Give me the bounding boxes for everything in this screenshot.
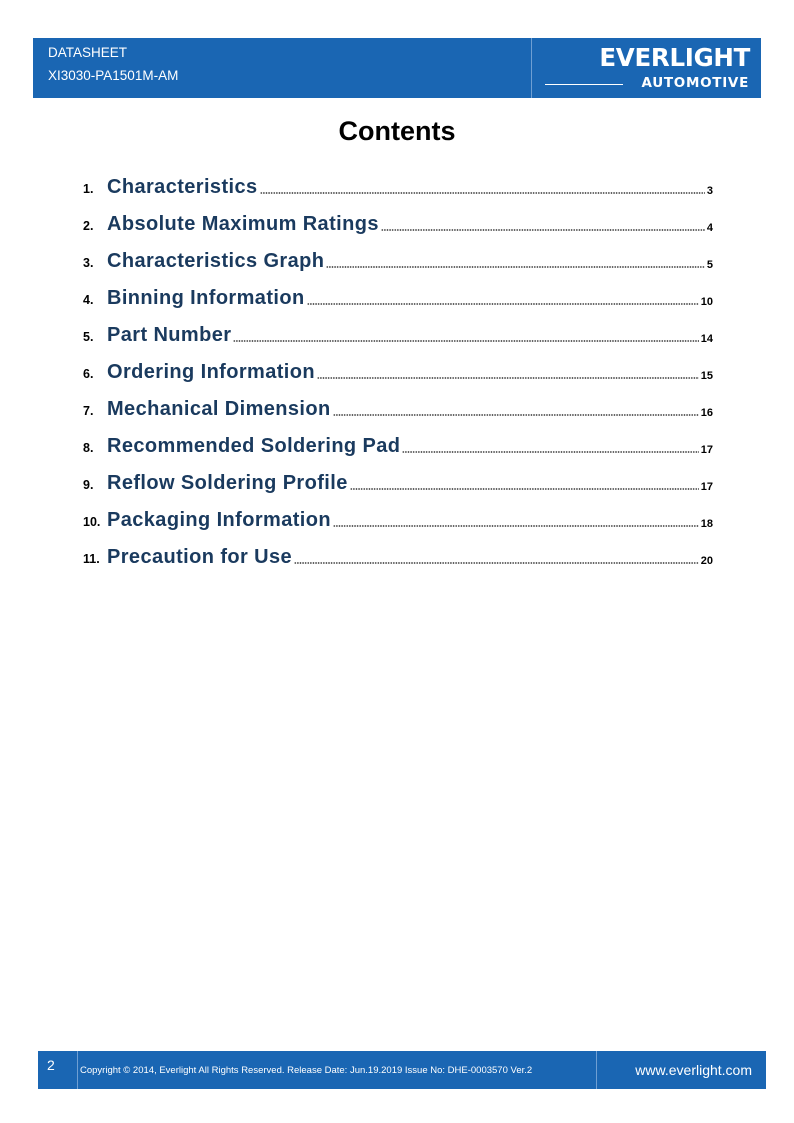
everlight-logo: EVERLIGHT: [599, 43, 750, 72]
toc-entry-number: 1.: [83, 182, 94, 196]
toc-dot-leader: [333, 414, 699, 416]
toc-dot-leader: [260, 192, 705, 194]
toc-entry-label[interactable]: Recommended Soldering Pad: [107, 435, 401, 457]
toc-entry-page[interactable]: 4: [706, 222, 713, 234]
toc-entry[interactable]: [83, 421, 713, 458]
toc-dot-leader: [233, 340, 698, 342]
toc-entry-number: 7.: [83, 404, 94, 418]
toc-entry[interactable]: [83, 384, 713, 421]
toc-entry[interactable]: [83, 162, 713, 199]
toc-entry-label[interactable]: Reflow Soldering Profile: [107, 472, 348, 494]
header-band: [33, 38, 761, 98]
toc-entry-label[interactable]: Ordering Information: [107, 361, 315, 383]
toc-entry-label[interactable]: Precaution for Use: [107, 546, 293, 568]
toc-entry[interactable]: [83, 347, 713, 384]
toc-entry[interactable]: [83, 310, 713, 347]
toc-entry-page[interactable]: 5: [706, 259, 713, 271]
toc-entry-page[interactable]: 14: [700, 333, 713, 345]
toc-dot-leader: [294, 562, 699, 564]
toc-entry-number: 9.: [83, 478, 94, 492]
toc-entry-page[interactable]: 18: [700, 518, 713, 530]
toc-entry[interactable]: [83, 458, 713, 495]
toc-entry-page[interactable]: 17: [700, 481, 713, 493]
toc-entry-number: 8.: [83, 441, 94, 455]
toc-dot-leader: [350, 488, 699, 490]
page-number: 2: [47, 1057, 55, 1073]
toc-dot-leader: [381, 229, 705, 231]
toc-entry-number: 10.: [83, 515, 101, 529]
toc-entry-label[interactable]: Mechanical Dimension: [107, 398, 331, 420]
toc-entry-label[interactable]: Binning Information: [107, 287, 305, 309]
part-number: XI3030-PA1501M-AM: [48, 68, 179, 83]
toc-dot-leader: [317, 377, 699, 379]
toc-entry-number: 11.: [83, 552, 100, 566]
copyright-notice: Copyright © 2014, Everlight All Rights Reserved. Release Date: Jun.19.2019 Issue No: DHE-0003570 Ver.2: [80, 1065, 533, 1076]
toc-entry[interactable]: [83, 273, 713, 310]
toc-entry-label[interactable]: Absolute Maximum Ratings: [107, 213, 379, 235]
page-title: Contents: [338, 116, 456, 146]
footer-divider: [77, 1051, 78, 1089]
table-of-contents: [83, 162, 713, 569]
toc-entry[interactable]: [83, 495, 713, 532]
automotive-logo-subtitle: AUTOMOTIVE: [641, 75, 749, 91]
toc-dot-leader: [326, 266, 705, 268]
toc-entry-page[interactable]: 3: [706, 185, 713, 197]
toc-dot-leader: [307, 303, 699, 305]
toc-entry[interactable]: [83, 199, 713, 236]
toc-entry-page[interactable]: 16: [700, 407, 713, 419]
document-type: DATASHEET: [48, 45, 128, 60]
toc-entry[interactable]: [83, 236, 713, 273]
footer-divider: [596, 1051, 597, 1089]
toc-entry-page[interactable]: 15: [700, 370, 713, 382]
toc-entry-number: 6.: [83, 367, 94, 381]
toc-entry-page[interactable]: 20: [700, 555, 713, 567]
website-link[interactable]: www.everlight.com: [635, 1062, 752, 1078]
toc-dot-leader: [402, 451, 698, 453]
toc-entry[interactable]: [83, 532, 713, 569]
toc-dot-leader: [333, 525, 699, 527]
toc-entry-number: 2.: [83, 219, 94, 233]
toc-entry-label[interactable]: Packaging Information: [107, 509, 331, 531]
logo-rule: [545, 84, 623, 85]
header-divider: [531, 38, 532, 98]
toc-entry-number: 5.: [83, 330, 94, 344]
footer-band: [38, 1051, 766, 1089]
toc-entry-number: 4.: [83, 293, 94, 307]
toc-entry-page[interactable]: 10: [700, 296, 713, 308]
toc-entry-label[interactable]: Characteristics: [107, 176, 258, 198]
toc-entry-label[interactable]: Part Number: [107, 324, 232, 346]
toc-entry-page[interactable]: 17: [700, 444, 713, 456]
toc-entry-label[interactable]: Characteristics Graph: [107, 250, 325, 272]
toc-entry-number: 3.: [83, 256, 94, 270]
